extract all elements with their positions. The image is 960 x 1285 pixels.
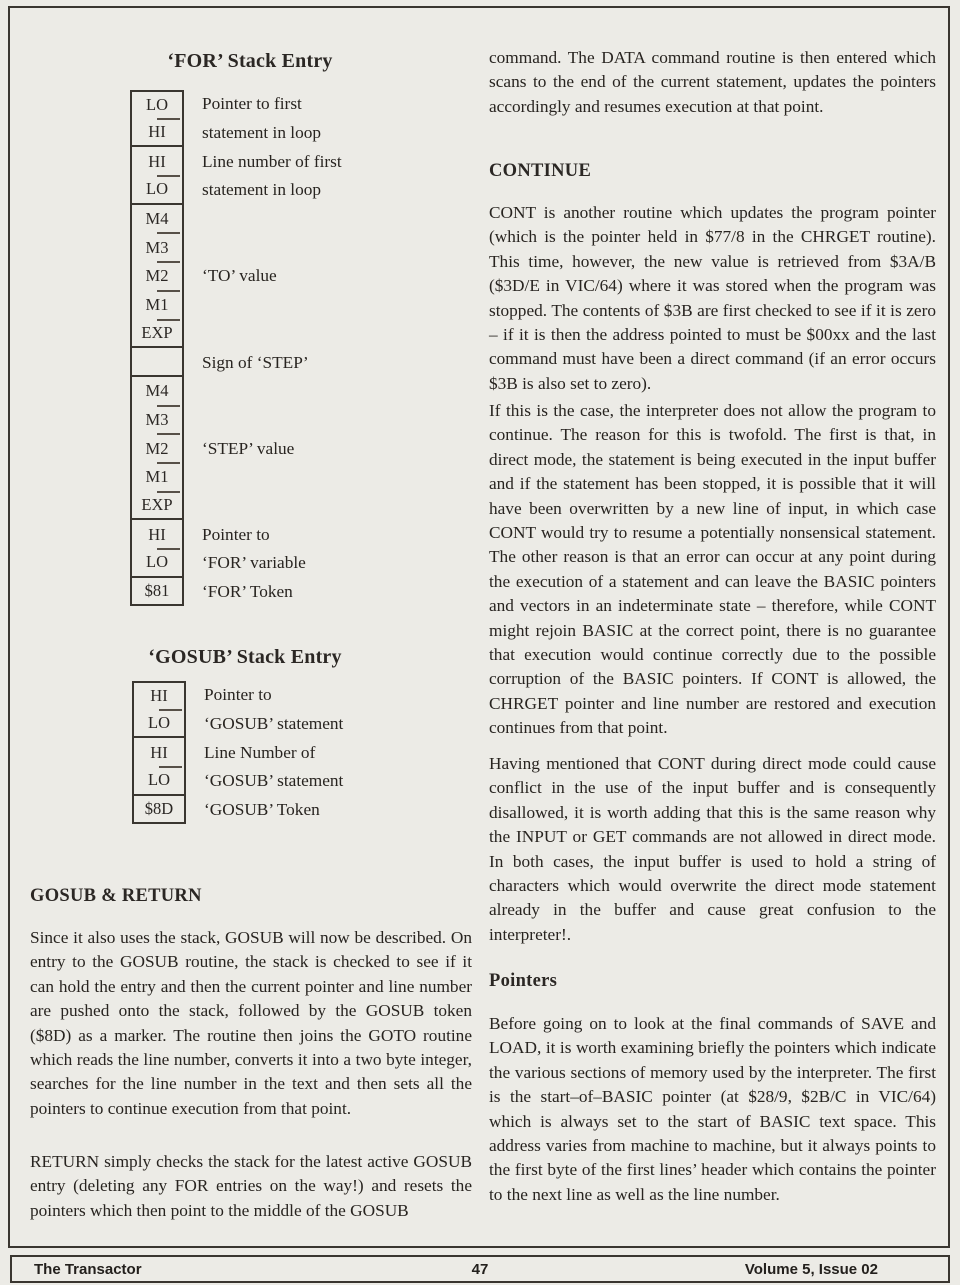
- footer-bar: [10, 1255, 950, 1283]
- stack-cell: HI: [132, 738, 186, 767]
- gosub-stack-title: ‘GOSUB’ Stack Entry: [148, 646, 342, 668]
- stack-row-label: Line Number of: [204, 742, 316, 762]
- footer-volume-issue: Volume 5, Issue 02: [744, 1260, 878, 1278]
- stack-cell: M1: [130, 291, 184, 320]
- stack-cell: LO: [132, 710, 186, 739]
- stack-row: [130, 147, 342, 176]
- stack-row-label: [184, 291, 202, 320]
- pointers-paragraph: Before going on to look at the final commands of SAVE and LOAD, it is worth examining briefly the pointers which indicate the various sections of memory used by the interpreter. The first is the start–of–BASIC pointer (at $28/9, $2B/C in VIC/64) which is always set to the start of BASIC text space. This address varies from machine to machine, but it always points to the first byte of the first lines’ header which contains the pointer to the next line as well as the line number.: [489, 1014, 936, 1204]
- stack-row-label: Pointer to first: [202, 94, 302, 114]
- stack-cell: M4: [130, 205, 184, 234]
- stack-row: [130, 434, 342, 463]
- stack-cell: LO: [130, 549, 184, 578]
- stack-row: [132, 796, 343, 825]
- stack-row-label: ‘GOSUB’ statement: [204, 771, 344, 791]
- stack-cell: EXP: [130, 320, 184, 349]
- stack-row-label: ‘FOR’ Token: [202, 582, 293, 602]
- stack-cell: M3: [130, 406, 184, 435]
- stack-cell: LO: [130, 176, 184, 205]
- stack-row: [130, 492, 342, 521]
- stack-cell: M4: [130, 377, 184, 406]
- stack-row-label: ‘GOSUB’ Token: [204, 800, 320, 820]
- for-stack-diagram: [130, 90, 342, 606]
- stack-row: [130, 291, 342, 320]
- gosub-return-paragraph: Since it also uses the stack, GOSUB will now be described. On entry to the GOSUB routine, the stack is checked to see if it can hold the entry and then the current pointer and line number are pushed onto the stack, followed by the GOSUB token ($8D) as a marker. The routine then joins the GOTO routine which reads the line number, converts it into a two byte integer, searches for the line number in the text and then sets all the pointers to continue execution from that point.: [30, 928, 472, 1118]
- stack-cell: LO: [130, 90, 184, 119]
- stack-row: [130, 205, 342, 234]
- stack-row: [130, 90, 342, 119]
- stack-row: [130, 406, 342, 435]
- stack-row: [130, 176, 342, 205]
- stack-row: [130, 119, 342, 148]
- stack-row-label: [184, 492, 202, 521]
- stack-row-label: [184, 320, 202, 349]
- stack-row-label: ‘GOSUB’ statement: [204, 714, 344, 734]
- stack-row: [132, 710, 343, 739]
- return-paragraph: RETURN simply checks the stack for the latest active GOSUB entry (deleting any FOR entries on the way!) and resets the pointers which then point to the middle of the GOSUB: [30, 1152, 472, 1220]
- stack-row-label: [184, 377, 202, 406]
- stack-row: [132, 681, 343, 710]
- stack-row: [130, 549, 342, 578]
- stack-row-label: statement in loop: [202, 180, 322, 200]
- stack-row-label: ‘FOR’ variable: [202, 553, 306, 573]
- stack-row: [130, 262, 342, 291]
- stack-row-label: [184, 205, 202, 234]
- stack-row: [130, 578, 342, 607]
- stack-cell: HI: [130, 520, 184, 549]
- input-buffer-paragraph: Having mentioned that CONT during direct mode could cause conflict in the use of the input buffer and is consequently disallowed, it is worth adding that this is the same reason why the INPUT or GET commands are not allowed in direct mode. In both cases, the input buffer is used to hold a string of characters which would overwrite the direct mode statement already in the buffer and cause great confusion to the interpreter!.: [489, 754, 936, 944]
- stack-row: [130, 377, 342, 406]
- stack-row-label: Sign of ‘STEP’: [202, 352, 309, 372]
- gosub-return-heading: GOSUB & RETURN: [30, 886, 202, 906]
- cont-paragraph: CONT is another routine which updates the program pointer (which is the pointer held in $77/8 in the CHRGET routine). This time, however, the new value is retrieved from $3A/B ($3D/E in VIC/64) where it was stored when the program was stopped. The contents of $3B are first checked to see if it is zero – if it is then the address pointed to must be $00xx and the last command must have been a direct command (if an error occurs $3B is also set to zero).: [489, 203, 936, 393]
- stack-cell: M2: [130, 434, 184, 463]
- stack-row-label: Line number of first: [202, 151, 342, 171]
- footer-magazine-name: The Transactor: [34, 1260, 142, 1278]
- stack-cell: EXP: [130, 492, 184, 521]
- stack-row-label: ‘TO’ value: [202, 266, 277, 286]
- stack-row-label: [184, 406, 202, 435]
- stack-row: [132, 767, 343, 796]
- gosub-stack-diagram: [132, 681, 343, 824]
- stack-cell: [130, 348, 184, 377]
- stack-row-label: statement in loop: [202, 123, 322, 143]
- data-command-paragraph: command. The DATA command routine is then entered which scans to the end of the current statement, updates the pointers accordingly and resumes execution at that point.: [489, 48, 936, 116]
- stack-cell: HI: [130, 119, 184, 148]
- stack-row: [130, 320, 342, 349]
- stack-row-label: [184, 463, 202, 492]
- pointers-heading: Pointers: [489, 971, 558, 991]
- for-stack-title: ‘FOR’ Stack Entry: [167, 50, 333, 72]
- stack-cell: M1: [130, 463, 184, 492]
- stack-cell: $81: [130, 578, 184, 607]
- stack-cell: $8D: [132, 796, 186, 825]
- stack-cell: M2: [130, 262, 184, 291]
- stack-row: [132, 738, 343, 767]
- stack-row-label: ‘STEP’ value: [202, 438, 295, 458]
- stack-row: [130, 463, 342, 492]
- stack-row: [130, 348, 342, 377]
- footer-page-number: 47: [471, 1260, 489, 1278]
- cont-restrictions-paragraph: If this is the case, the interpreter does not allow the program to continue. The reason for this is twofold. The first is that, in direct mode, the statement is being executed in the input buffer and if the statement has been stopped, it is possible that it will have been overwritten by a new line of input, in which case CONT would try to resume a potentially nonsensical statement. The other reason is that an error can occur at any point during the execution of a statement and can leave the BASIC pointers and vectors in an indeterminate state – therefore, while CONT might rejoin BASIC at the correct point, there is no guarantee that execution would continue correctly due to the possible corruption of the BASIC pointers. If CONT is allowed, the CHRGET pointer and line number are restored and execution continues from that point.: [489, 401, 936, 738]
- stack-cell: HI: [130, 147, 184, 176]
- stack-row-label: Pointer to: [202, 524, 270, 544]
- stack-row-label: Pointer to: [204, 685, 272, 705]
- stack-cell: HI: [132, 681, 186, 710]
- stack-cell: LO: [132, 767, 186, 796]
- stack-cell: M3: [130, 233, 184, 262]
- stack-row: [130, 233, 342, 262]
- stack-row-label: [184, 233, 202, 262]
- stack-row: [130, 520, 342, 549]
- continue-heading: CONTINUE: [489, 161, 592, 181]
